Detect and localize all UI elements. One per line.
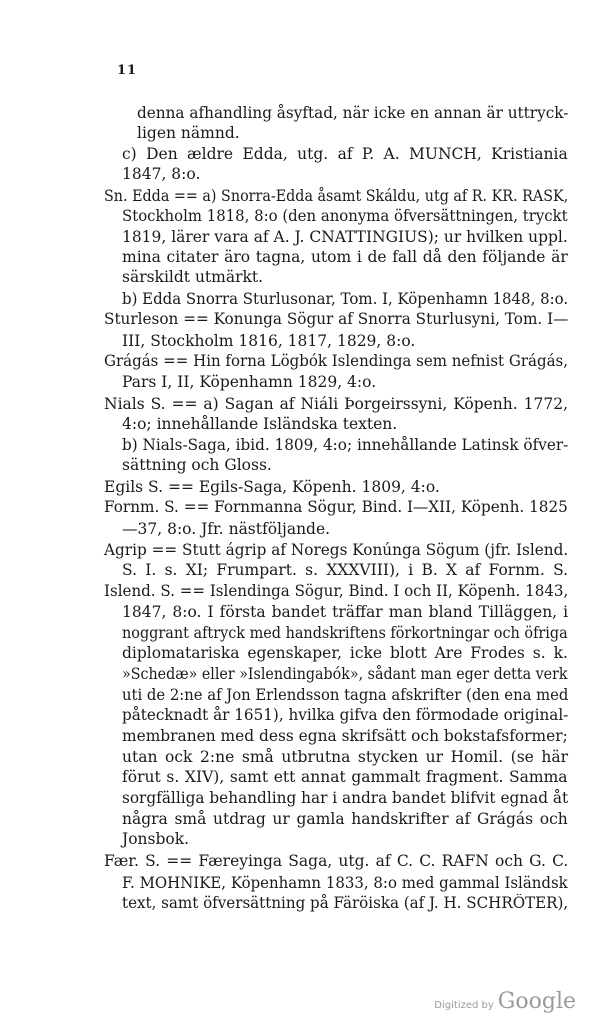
text-line: 4:o; innehållande Isländska texten. xyxy=(122,415,398,433)
text-line: b) Nials-Saga, ibid. 1809, 4:o; innehållande Latinsk öfver- xyxy=(122,436,569,454)
text-line: några små utdrag ur gamla handskrifter af Grágás och xyxy=(122,810,568,828)
text-line: mina citater äro tagna, utom i de fall då den följande är xyxy=(122,248,568,266)
text-line: S. I. s. XI; Frumpart. s. XXXVIII), i B. X af Fornm. S. xyxy=(122,561,569,579)
text-line: sättning och Gloss. xyxy=(122,456,272,474)
text-line: förut s. XIV), samt ett annat gammalt fragment. Samma xyxy=(122,768,568,786)
text-line: Nials S. == a) Sagan af Niáli Þorgeirssyni, Köpenh. 1772, xyxy=(104,395,568,413)
text-line: F. MOHNIKE, Köpenhamn 1833, 8:o med gammal Isländsk xyxy=(122,874,568,892)
text-line: påtecknadt år 1651), hvilka gifva den förmodade original- xyxy=(122,706,569,724)
text-line: 1847, 8:o. xyxy=(122,165,201,183)
text-line: denna afhandling åsyftad, när icke en annan är uttryck- xyxy=(137,104,569,122)
text-line: utan ock 2:ne små utbrutna stycken ur Homil. (se här xyxy=(122,748,569,766)
text-line: text, samt öfversättning på Färöiska (af J. H. SCHRÖTER), xyxy=(122,894,569,912)
text-line: Egils S. == Egils-Saga, Köpenh. 1809, 4:o. xyxy=(104,478,440,496)
text-line: b) Edda Snorra Sturlusonar, Tom. I, Köpenhamn 1848, 8:o. xyxy=(122,290,569,308)
text-line: Agrip == Stutt ágrip af Noregs Konúnga Sögum (jfr. Islend. xyxy=(104,541,569,559)
text-line: »Schedæ» eller »Islendingabók», sådant man eger detta verk xyxy=(122,665,568,683)
text-line: särskildt utmärkt. xyxy=(122,268,264,286)
digitized-by-label: Digitized by xyxy=(434,1000,494,1011)
text-line: Sn. Edda == a) Snorra-Edda åsamt Skáldu, utg af R. KR. RASK, xyxy=(104,187,569,205)
text-line: Pars I, II, Köpenhamn 1829, 4:o. xyxy=(122,373,377,391)
text-line: III, Stockholm 1816, 1817, 1829, 8:o. xyxy=(122,332,416,350)
text-line: uti de 2:ne af Jon Erlendsson tagna afskrifter (den ena med xyxy=(122,686,569,704)
page-number: 11 xyxy=(117,63,138,78)
text-line: —37, 8:o. Jfr. nästföljande. xyxy=(122,520,331,538)
text-line: 1819, lärer vara af A. J. CNATTINGIUS); ur hvilken uppl. xyxy=(122,228,568,246)
google-logo: Google xyxy=(497,989,576,1014)
text-line: c) Den ældre Edda, utg. af P. A. MUNCH, Kristiania xyxy=(122,145,568,163)
text-line: Jonsbok. xyxy=(122,830,190,848)
text-line: Fornm. S. == Fornmanna Sögur, Bind. I—XII, Köpenh. 1825 xyxy=(104,498,568,516)
text-line: Fær. S. == Færeyinga Saga, utg. af C. C. RAFN och G. C. xyxy=(104,852,569,870)
text-line: membranen med dess egna skrifsätt och bokstafsformer; xyxy=(122,727,568,745)
text-line: Sturleson == Konunga Sögur af Snorra Sturlusyni, Tom. I— xyxy=(104,310,569,328)
text-line: Islend. S. == Islendinga Sögur, Bind. I och II, Köpenh. 1843, xyxy=(104,582,569,600)
text-line: diplomatariska egenskaper, icke blott Are Frodes s. k. xyxy=(122,644,568,662)
text-line: Stockholm 1818, 8:o (den anonyma öfversättningen, tryckt xyxy=(122,207,568,225)
text-line: Grágás == Hin forna Lögbók Islendinga sem nefnist Grágás, xyxy=(104,352,569,370)
text-line: 1847, 8:o. I första bandet träffar man bland Tilläggen, i xyxy=(122,603,569,621)
text-line: sorgfälliga behandling har i andra bandet blifvit egnad åt xyxy=(122,789,569,807)
text-line: noggrant aftryck med handskriftens förkortningar och öfriga xyxy=(122,624,568,642)
text-line: ligen nämnd. xyxy=(137,124,240,142)
digitized-by-watermark xyxy=(434,989,576,1014)
